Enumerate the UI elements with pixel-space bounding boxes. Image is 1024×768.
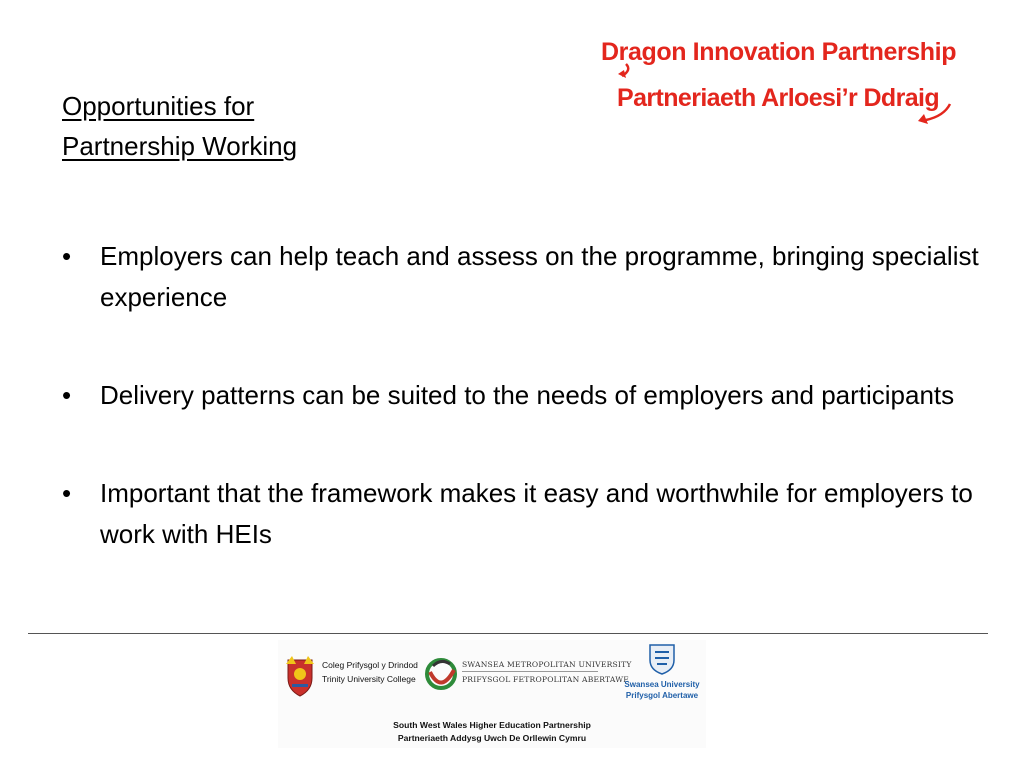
bullet-list <box>62 236 982 612</box>
swansea-metropolitan-logo <box>424 654 632 700</box>
logo-row <box>278 640 706 706</box>
bullet-text: Employers can help teach and assess on the programme, bringing specialist experience <box>100 241 979 312</box>
bullet-text: Important that the framework makes it easy and worthwhile for employers to work with HEIs <box>100 478 973 549</box>
brand-line-1: Dragon Innovation Partnership <box>601 38 957 66</box>
bullet-marker: • <box>62 241 72 271</box>
crest-icon <box>282 654 318 698</box>
trinity-line-2: Trinity University College <box>322 674 416 684</box>
swansea-university-logo <box>622 642 702 704</box>
smu-line-1: SWANSEA METROPOLITAN UNIVERSITY <box>462 660 632 669</box>
list-item <box>62 473 982 555</box>
trinity-line-1: Coleg Prifysgol y Drindod <box>322 660 418 670</box>
su-line-2: Prifysgol Abertawe <box>625 691 699 700</box>
partner-logos-footer <box>278 640 706 748</box>
shield-icon <box>647 642 677 676</box>
list-item <box>62 375 982 416</box>
bullet-marker: • <box>62 478 72 508</box>
title-line-1: Opportunities for <box>62 91 255 121</box>
brand-line-2: Partneriaeth Arloesi’r Ddraig <box>617 84 940 112</box>
divider <box>28 633 988 634</box>
su-line-1: Swansea University <box>624 680 700 689</box>
trinity-logo <box>282 654 422 700</box>
dragon-innovation-logo <box>598 34 978 130</box>
partnership-line-2: Partneriaeth Addysg Uwch De Orllewin Cymru <box>397 733 587 743</box>
bullet-marker: • <box>62 380 72 410</box>
smu-line-2: PRIFYSGOL FETROPOLITAN ABERTAWE <box>462 675 630 684</box>
bullet-text: Delivery patterns can be suited to the needs of employers and participants <box>100 380 955 410</box>
title-line-2: Partnership Working <box>62 131 298 161</box>
list-item <box>62 236 982 318</box>
slide-title <box>62 86 422 166</box>
ring-icon <box>424 654 458 694</box>
partnership-line-1: South West Wales Higher Education Partnership <box>393 720 591 730</box>
smu-rule <box>462 671 598 672</box>
